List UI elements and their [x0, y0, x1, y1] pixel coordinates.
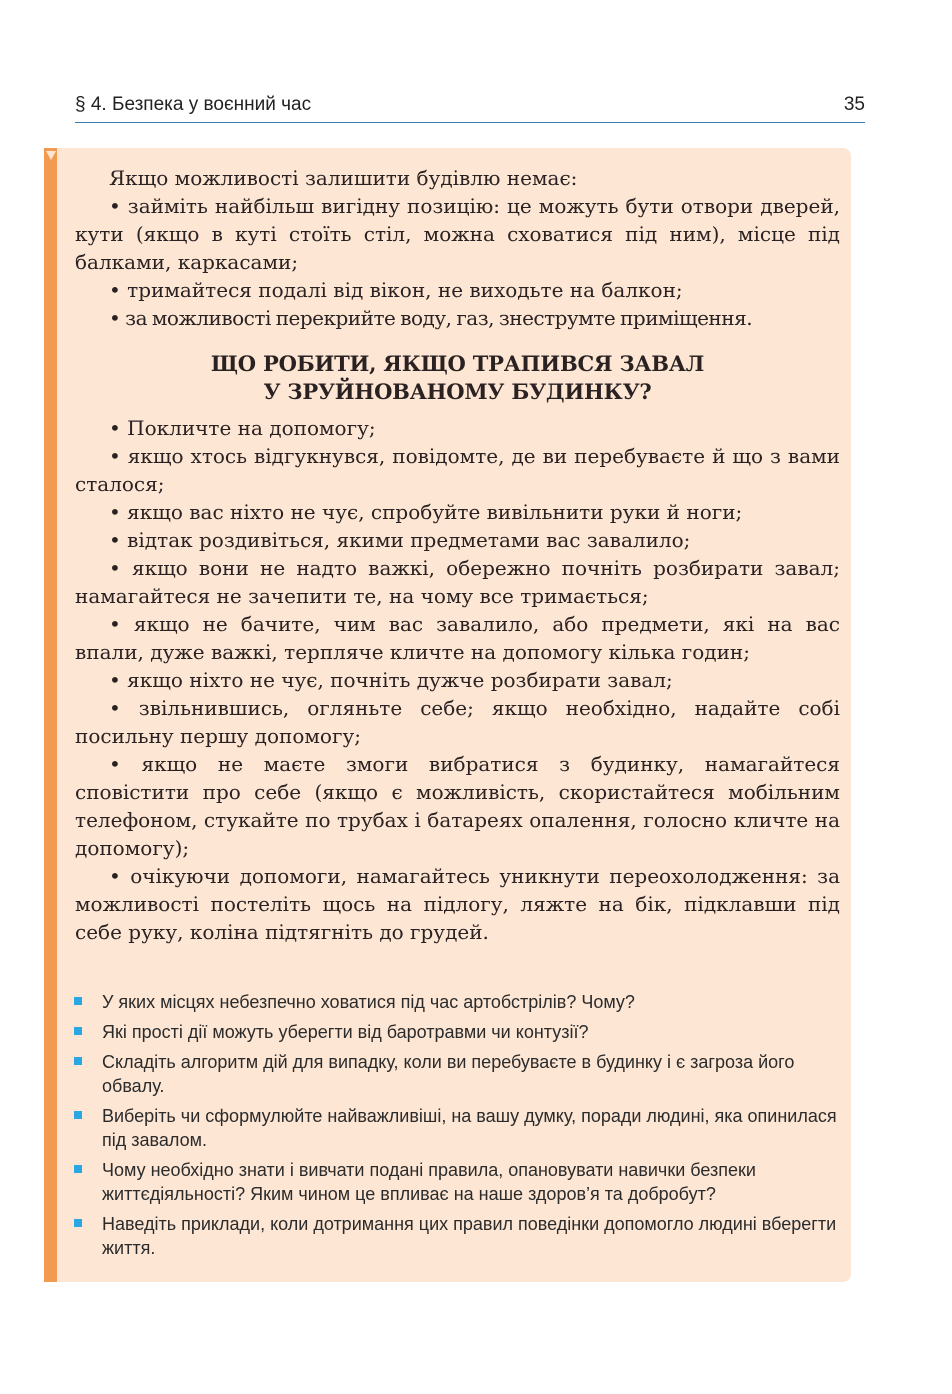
question-text: Виберіть чи сформулюйте найважливіші, на вашу думку, поради людині, яка опинилася під завалом.: [102, 1106, 837, 1150]
heading-line: У ЗРУЙНОВАНОМУ БУДИНКУ?: [263, 379, 652, 404]
question-item: [72, 1158, 842, 1206]
list-item: • якщо вас ніхто не чує, спробуйте вивільнити руки й ноги;: [109, 500, 743, 524]
list-item: • очікуючи допомоги, намагайтесь уникнути переохолодження: за можливості постеліть щось на підлогу, ляжте на бік, підклавши під себе руку, коліна підтягніть до грудей.: [75, 864, 840, 944]
question-text: Чому необхідно знати і вивчати подані правила, опановувати навички безпеки життєдіяльності? Яким чином це впливає на наше здоров’я та добробут?: [102, 1160, 756, 1204]
heading-line: ЩО РОБИТИ, ЯКЩО ТРАПИВСЯ ЗАВАЛ: [210, 351, 705, 376]
square-bullet-icon: [74, 997, 82, 1005]
list-item: • якщо хтось відгукнувся, повідомте, де ви перебуваєте й що з вами сталося;: [75, 444, 840, 496]
question-text: Наведіть приклади, коли дотримання цих правил поведінки допомогло людині вберегти життя.: [102, 1214, 837, 1258]
review-questions: [72, 990, 842, 1266]
panel-accent-bar: [44, 148, 57, 1282]
list-item: • якщо не маєте змоги вибратися з будинку, намагайтеся сповістити про себе (якщо є можливість, скористайтеся мобільним телефоном, стукайте по трубах і батареях опалення, голосно кличте на допомогу);: [75, 752, 840, 860]
section-title: § 4. Безпека у воєнний час: [75, 94, 312, 115]
square-bullet-icon: [74, 1165, 82, 1173]
question-item: [72, 1020, 842, 1044]
square-bullet-icon: [74, 1027, 82, 1035]
triangle-marker-icon: [46, 151, 56, 160]
question-item: [72, 1104, 842, 1152]
list-item: • за можливості перекрийте воду, газ, знеструмте приміщення.: [109, 306, 753, 330]
list-item: • займіть найбільш вигідну позицію: це можуть бути отвори дверей, кути (якщо в куті стоїть стіл, можна сховатися під ним), місце під балками, каркасами;: [75, 194, 840, 274]
page-header: [75, 92, 865, 123]
question-item: [72, 990, 842, 1014]
square-bullet-icon: [74, 1111, 82, 1119]
list-item: • якщо ніхто не чує, почніть дужче розбирати завал;: [109, 668, 673, 692]
list-item: • якщо не бачите, чим вас завалило, або предмети, які на вас впали, дуже важкі, терпляче кличте на допомогу кілька годин;: [75, 612, 840, 664]
question-text: Складіть алгоритм дій для випадку, коли ви перебуваєте в будинку і є загроза його обвалу.: [102, 1052, 795, 1096]
list-item: • Покличте на допомогу;: [109, 416, 376, 440]
question-item: [72, 1050, 842, 1098]
list-item: • якщо вони не надто важкі, обережно почніть розбирати завал; намагайтеся не зачепити те, на чому все тримається;: [75, 556, 840, 608]
square-bullet-icon: [74, 1057, 82, 1065]
question-text: У яких місцях небезпечно ховатися під час артобстрілів? Чому?: [102, 992, 635, 1012]
main-text: [75, 164, 840, 946]
question-item: [72, 1212, 842, 1260]
list-item: • відтак роздивіться, якими предметами вас завалило;: [109, 528, 691, 552]
square-bullet-icon: [74, 1219, 82, 1227]
question-text: Які прості дії можуть уберегти від баротравми чи контузії?: [102, 1022, 589, 1042]
section-heading: [75, 350, 840, 406]
intro-paragraph: Якщо можливості залишити будівлю немає:: [109, 166, 578, 190]
page-number: 35: [843, 94, 865, 115]
list-item: • тримайтеся подалі від вікон, не виходьте на балкон;: [109, 278, 683, 302]
list-item: • звільнившись, огляньте себе; якщо необхідно, надайте собі посильну першу допомогу;: [75, 696, 840, 748]
